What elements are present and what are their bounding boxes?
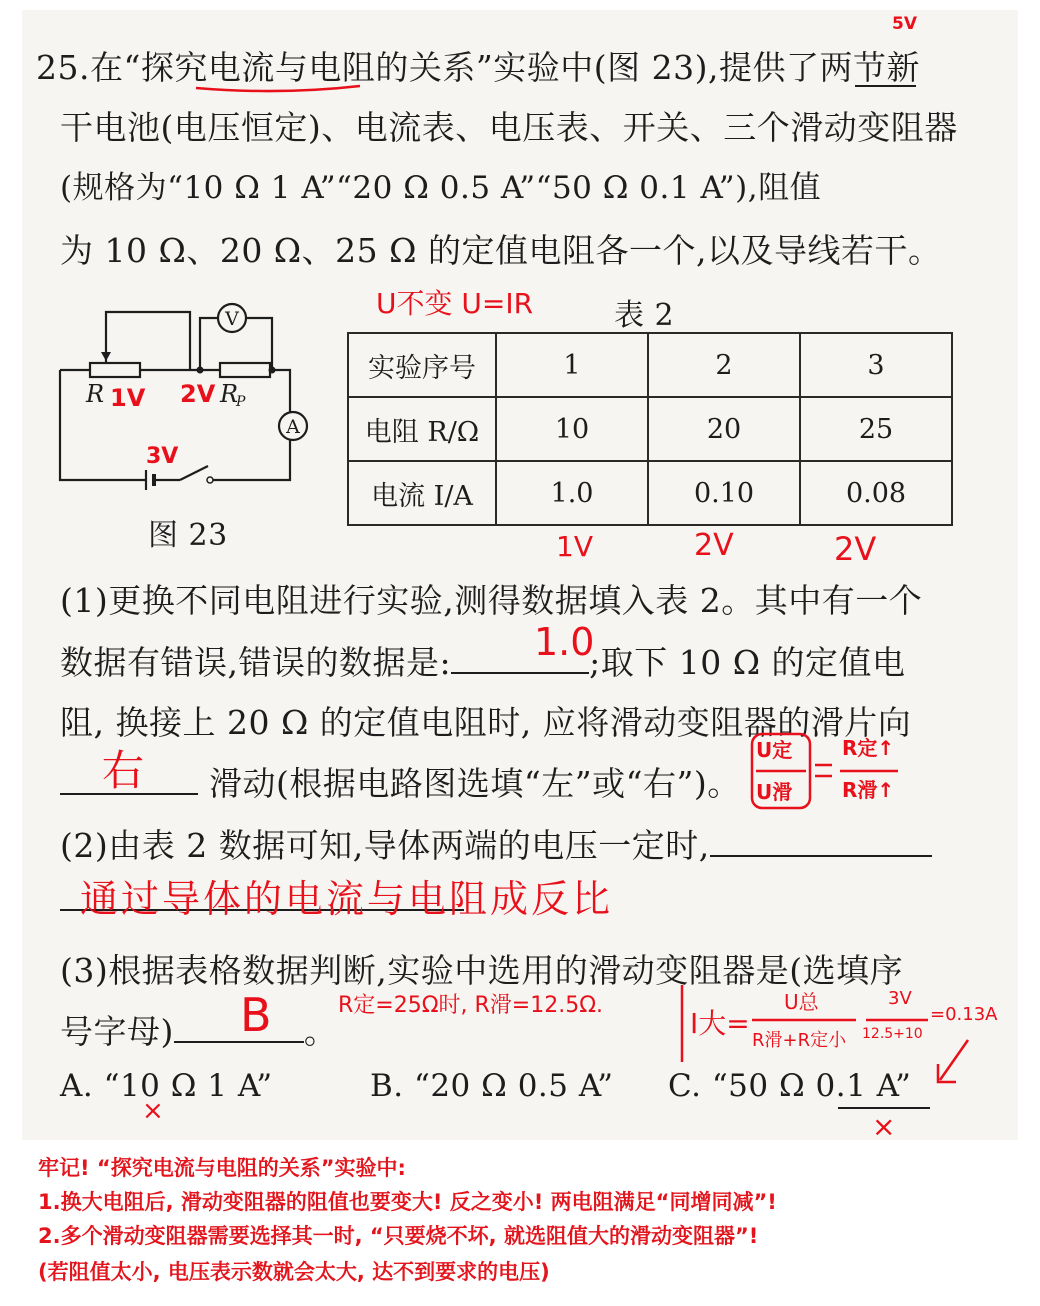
hw-calc-mid-num: 3V xyxy=(888,988,912,1009)
hw-answer-direction: 右 xyxy=(102,746,145,795)
hw-calc-den: R滑+R定小 xyxy=(752,1030,847,1051)
hw-ratio-r-def: R定↑ xyxy=(842,736,895,760)
hw-answer-1: 1.0 xyxy=(534,620,595,664)
hw-cross-a: × xyxy=(142,1096,164,1126)
part1-line-1: (1)更换不同电阻进行实验,测得数据填入表 2。其中有一个 xyxy=(60,581,923,620)
option-a: A. “10 Ω 1 A” xyxy=(60,1068,273,1104)
table-cell: 2 xyxy=(648,333,800,397)
hw-ratio-r-sld: R滑↑ xyxy=(842,778,895,802)
hw-cross-c: × xyxy=(872,1110,896,1143)
resistor-rp-sub: P xyxy=(236,394,246,410)
hw-calc-mid-den: 12.5+10 xyxy=(862,1026,923,1042)
table-cell: 10 xyxy=(496,397,648,461)
table-head-cell: 电流 I/A xyxy=(348,461,496,525)
note-line-3: 2.多个滑动变阻器需要选择其一时, “只要烧不坏, 就选阻值大的滑动变阻器”! xyxy=(38,1224,759,1248)
part3-line-2-end: 。 xyxy=(303,1012,338,1051)
figure-caption: 图 23 xyxy=(148,518,228,553)
question-line-1: 25.在“探究电流与电阻的关系”实验中(图 23),提供了两节新 xyxy=(36,48,920,87)
part2-line-1-text: (2)由表 2 数据可知,导体两端的电压一定时, xyxy=(60,826,710,865)
hw-calc-line-1: R定=25Ω时, R滑=12.5Ω. xyxy=(338,993,604,1018)
hw-ratio-u-def: U定 xyxy=(756,738,793,762)
table-head-cell: 电阻 R/Ω xyxy=(348,397,496,461)
option-b: B. “20 Ω 0.5 A” xyxy=(370,1068,614,1104)
note-line-2: 1.换大电阻后, 滑动变阻器的阻值也要变大! 反之变小! 两电阻满足“同增同减”! xyxy=(38,1190,777,1214)
note-line-1: 牢记! “探究电流与电阻的关系”实验中: xyxy=(38,1156,406,1180)
hw-calc-lhs: I大= xyxy=(690,1007,750,1040)
table-cell: 0.10 xyxy=(648,461,800,525)
table-head-cell: 实验序号 xyxy=(348,333,496,397)
option-c: C. “50 Ω 0.1 A” xyxy=(668,1068,912,1104)
resistor-r-label: R xyxy=(86,380,105,408)
hw-answer-2: 通过导体的电流与电阻成反比 xyxy=(80,877,614,921)
table-cell: 25 xyxy=(800,397,952,461)
part1-line-4-text: 滑动(根据电路图选填“左”或“右”)。 xyxy=(209,764,741,803)
table-cell: 1.0 xyxy=(496,461,648,525)
part1-line-2b: ;取下 10 Ω 的定值电 xyxy=(589,643,906,682)
hw-5v: 5V xyxy=(892,14,917,34)
hw-col-volt-1: 1V xyxy=(556,530,593,563)
table-cell: 20 xyxy=(648,397,800,461)
hw-rp-2v: 2V xyxy=(180,380,216,408)
voltmeter-label: V xyxy=(225,308,239,330)
question-line-3: (规格为“10 Ω 1 A”“20 Ω 0.5 A”“50 Ω 0.1 A”),阻值 xyxy=(60,170,822,206)
question-line-2: 干电池(电压恒定)、电流表、电压表、开关、三个滑动变阻器 xyxy=(60,108,958,147)
part1-line-2a: 数据有错误,错误的数据是: xyxy=(60,643,452,682)
part3-line-1: (3)根据表格数据判断,实验中选用的滑动变阻器是(选填序 xyxy=(60,951,904,990)
table-cell: 0.08 xyxy=(800,461,952,525)
hw-r-1v: 1V xyxy=(110,384,146,412)
table-title: 表 2 xyxy=(614,298,675,333)
hw-col-volt-2: 2V xyxy=(694,528,734,563)
hw-answer-3: B xyxy=(240,988,272,1042)
hw-calc-result: =0.13A xyxy=(930,1004,998,1025)
table-cell: 3 xyxy=(800,333,952,397)
hw-ratio-u-sld: U滑 xyxy=(756,780,793,804)
resistor-rp-label: R xyxy=(220,380,239,408)
hw-battery-3v: 3V xyxy=(146,444,179,469)
question-line-4: 为 10 Ω、20 Ω、25 Ω 的定值电阻各一个,以及导线若干。 xyxy=(60,231,942,270)
hw-calc-num: U总 xyxy=(784,990,819,1014)
part1-line-3: 阻, 换接上 20 Ω 的定值电阻时, 应将滑动变阻器的滑片向 xyxy=(60,703,912,742)
table-cell: 1 xyxy=(496,333,648,397)
hw-u-constant: U不变 U=IR xyxy=(376,287,534,320)
hw-col-volt-3: 2V xyxy=(834,530,877,568)
note-line-4: (若阻值太小, 电压表示数就会太大, 达不到要求的电压) xyxy=(38,1260,550,1284)
part3-line-2-text: 号字母) xyxy=(60,1012,174,1051)
ammeter-label: A xyxy=(286,416,300,438)
